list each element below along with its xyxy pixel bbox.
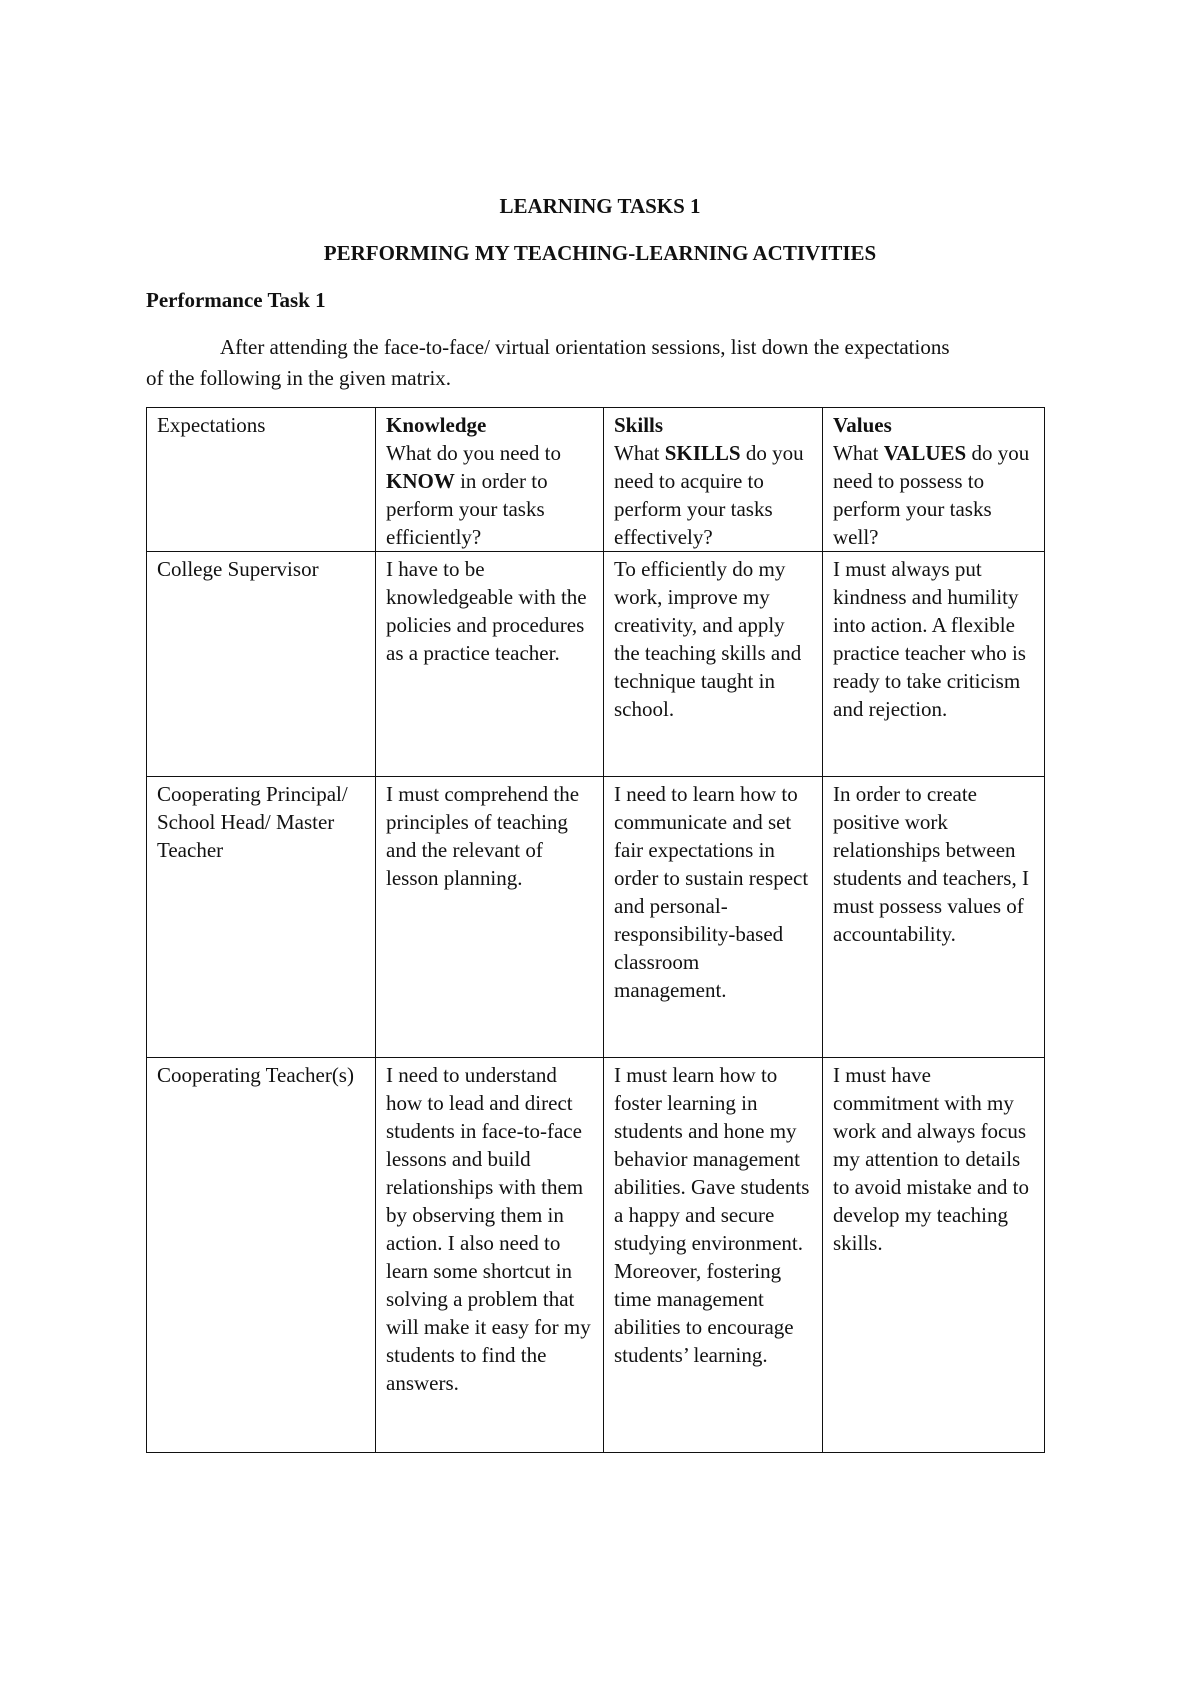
- role-cell: Cooperating Principal/ School Head/ Master Teacher: [147, 777, 376, 1058]
- role-cell: Cooperating Teacher(s): [147, 1058, 376, 1453]
- skills-cell: To efficiently do my work, improve my creativity, and apply the teaching skills and technique taught in school.: [604, 552, 823, 777]
- role-cell: College Supervisor: [147, 552, 376, 777]
- skills-cell: I must learn how to foster learning in students and hone my behavior management abilities. Gave students a happy and secure studying environment. Moreover, fostering time management abilities to encourage students’ learning.: [604, 1058, 823, 1453]
- document-subtitle: PERFORMING MY TEACHING-LEARNING ACTIVITIES: [323, 241, 877, 265]
- table-row: [147, 777, 1045, 1058]
- expectations-matrix: [146, 407, 1045, 1453]
- values-cell: I must always put kindness and humility into action. A flexible practice teacher who is ready to take criticism and rejection.: [823, 552, 1045, 777]
- header-values-title: Values: [833, 413, 892, 437]
- document-title: LEARNING TASKS 1: [499, 194, 701, 218]
- matrix-header-row: [147, 408, 1045, 552]
- knowledge-cell: I need to understand how to lead and direct students in face-to-face lessons and build relationships with them by observing them in action. I also need to learn some shortcut in solving a problem that will make it easy for my students to find the answers.: [376, 1058, 604, 1453]
- table-row: [147, 1058, 1045, 1453]
- header-skills-question: What SKILLS do you need to acquire to perform your tasks effectively?: [614, 441, 804, 549]
- skills-cell: I need to learn how to communicate and set fair expectations in order to sustain respect and personal-responsibility-based classroom management.: [604, 777, 823, 1058]
- instructions-paragraph: After attending the face-to-face/ virtual orientation sessions, list down the expectations of the following in the given matrix.: [146, 335, 950, 390]
- header-cell-knowledge: [376, 408, 604, 552]
- header-values-question: What VALUES do you need to possess to perform your tasks well?: [833, 441, 1030, 549]
- task-heading: Performance Task 1: [146, 288, 326, 312]
- header-cell-values: [823, 408, 1045, 552]
- table-row: [147, 552, 1045, 777]
- values-cell: I must have commitment with my work and always focus my attention to details to avoid mistake and to develop my teaching skills.: [823, 1058, 1045, 1453]
- header-cell-skills: [604, 408, 823, 552]
- knowledge-cell: I must comprehend the principles of teaching and the relevant of lesson planning.: [376, 777, 604, 1058]
- knowledge-cell: I have to be knowledgeable with the policies and procedures as a practice teacher.: [376, 552, 604, 777]
- header-knowledge-title: Knowledge: [386, 413, 487, 437]
- header-skills-title: Skills: [614, 413, 664, 437]
- values-cell: In order to create positive work relationships between students and teachers, I must possess values of accountability.: [823, 777, 1045, 1058]
- header-cell-expectations: [147, 408, 376, 552]
- header-expectations-label: Expectations: [157, 413, 266, 437]
- header-knowledge-question: What do you need to KNOW in order to perform your tasks efficiently?: [386, 441, 561, 549]
